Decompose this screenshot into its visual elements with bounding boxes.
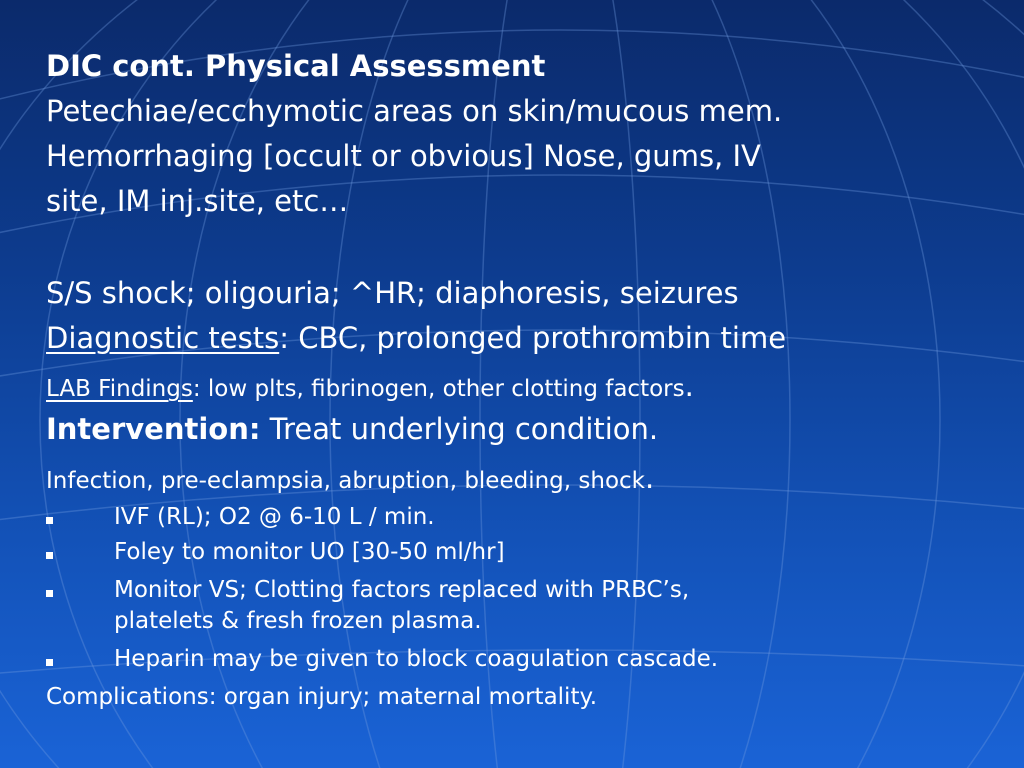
text-line-3: site, IM inj.site, etc… xyxy=(46,184,349,218)
bullet-item-3-continued: platelets & fresh frozen plasma. xyxy=(114,608,482,634)
bullet-item-1: IVF (RL); O2 @ 6-10 L / min. xyxy=(114,504,435,530)
infection-line xyxy=(46,461,655,495)
intervention-label: Intervention: xyxy=(46,412,261,446)
lab-findings-text: : low plts, fibrinogen, other clotting factors xyxy=(192,376,685,402)
bullet-item-2: Foley to monitor UO [30-50 ml/hr] xyxy=(114,539,505,565)
diagnostic-tests-label: Diagnostic tests xyxy=(46,321,280,355)
bullet-item-3: Monitor VS; Clotting factors replaced with PRBC’s, xyxy=(114,577,690,603)
complications-line: Complications: organ injury; maternal mortality. xyxy=(46,684,598,710)
infection-text: Infection, pre-eclampsia, abruption, bleeding, shock xyxy=(46,468,645,494)
bullet-item-4: Heparin may be given to block coagulation cascade. xyxy=(114,646,719,672)
diagnostic-tests-text: : CBC, prolonged prothrombin time xyxy=(279,321,787,355)
intervention-text: Treat underlying condition. xyxy=(260,412,659,446)
text-line-4: S/S shock; oligouria; ^HR; diaphoresis, seizures xyxy=(46,276,739,310)
bullet-marker-1 xyxy=(46,517,53,524)
infection-period: . xyxy=(645,461,655,495)
bullet-marker-4 xyxy=(46,659,53,666)
bullet-marker-3 xyxy=(46,590,53,597)
text-line-1: Petechiae/ecchymotic areas on skin/mucous mem. xyxy=(46,94,783,128)
intervention-line xyxy=(46,412,659,446)
lab-findings-label: LAB Findings xyxy=(46,376,193,402)
text-line-2: Hemorrhaging [occult or obvious] Nose, gums, IV xyxy=(46,139,761,173)
slide-title: DIC cont. Physical Assessment xyxy=(46,49,546,83)
lab-findings-period: . xyxy=(684,369,694,403)
bullet-marker-2 xyxy=(46,552,53,559)
lab-findings-line xyxy=(46,369,694,403)
diagnostic-tests-line xyxy=(46,321,787,355)
